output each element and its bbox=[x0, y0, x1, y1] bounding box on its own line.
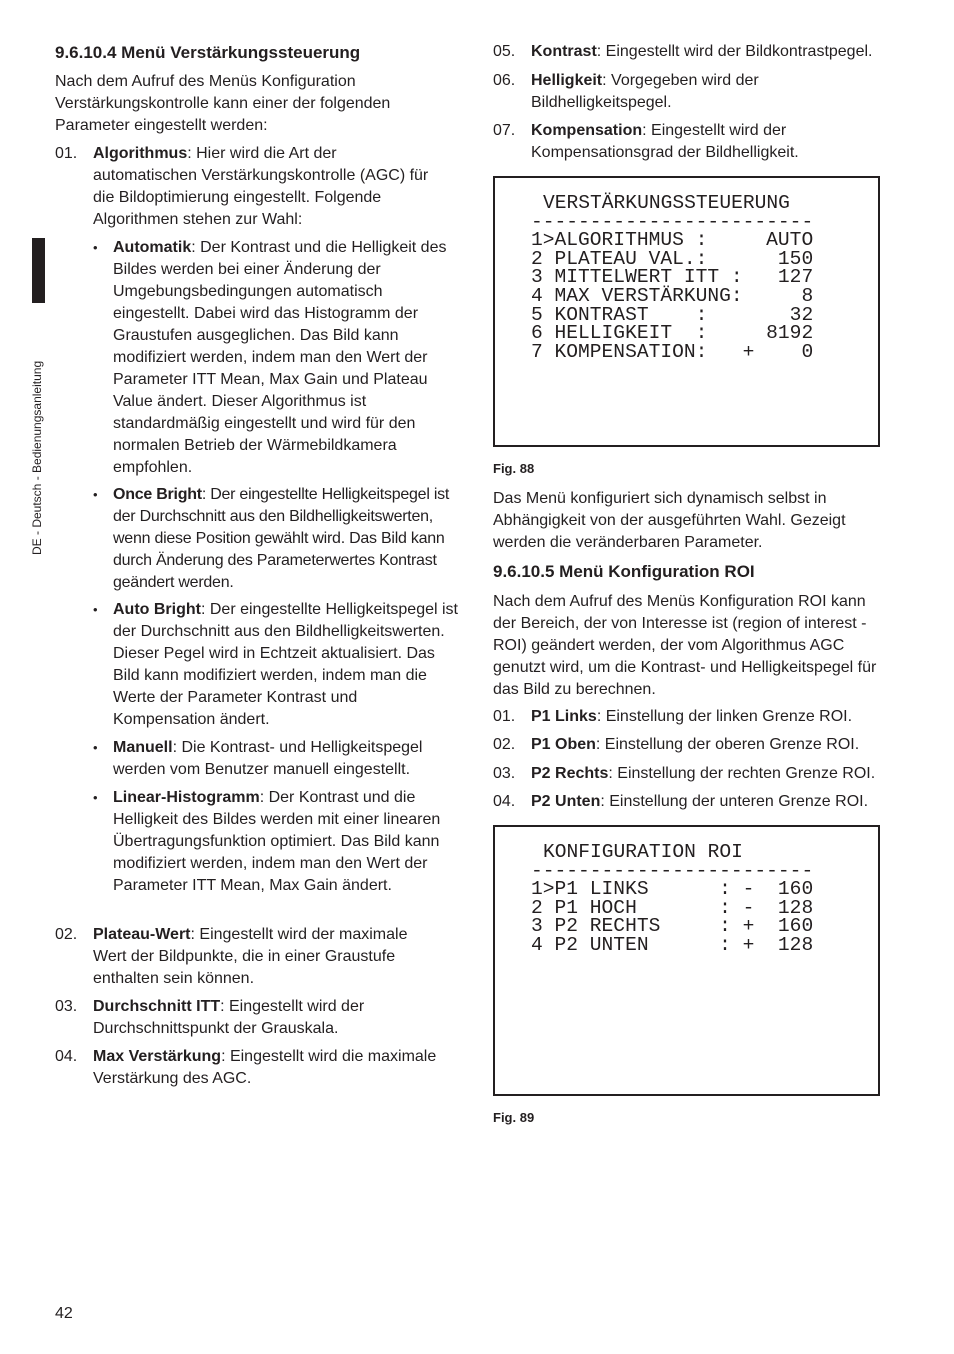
item-term: Max Verstärkung bbox=[93, 1048, 222, 1065]
figure-caption: Fig. 88 bbox=[493, 461, 535, 476]
item-term: Algorithmus bbox=[93, 145, 188, 162]
item-number: 05. bbox=[493, 43, 516, 60]
item-number: 02. bbox=[55, 926, 78, 943]
section-heading-agc: 9.6.10.4 Menü Verstärkungssteuerung bbox=[55, 43, 361, 62]
menu-row: 2 PLATEAU VAL.: 150 bbox=[531, 247, 814, 270]
item-text: : Hier wird die Art der automatischen Verstärkungskontrolle (AGC) für die Bildoptimierung eingestellt. Folgende Algorithmen stehen zur Wahl: bbox=[93, 145, 429, 228]
roi-intro-paragraph: Nach dem Aufruf des Menüs Konfiguration ROI kann der Bereich, der von Interesse ist (region of interest - ROI) geändert werden, der vom Algorithmus AGC genutzt wird, um die Kontrast- und Helligkeitspegel für das Bild zu berechnen. bbox=[493, 593, 877, 698]
item-text: : Einstellung der oberen Grenze ROI. bbox=[595, 736, 860, 753]
bullet-icon: • bbox=[93, 790, 98, 805]
item-term: Durchschnitt ITT bbox=[93, 998, 221, 1015]
bullet-text: : Der Kontrast und die Helligkeit des Bildes werden bei einer Änderung der Umgebungsbedingungen automatisch eingestellt. Dabei wird das Histogramm der Graustufen ausgeglichen. Das Bild kann modifiziert werden, indem man den Wert der Parameter ITT Mean, Max Gain und Plateau Value ändert. Dieser Algorithmus ist standardmäßig eingestellt und wird für den normalen Betrieb der Wärmebildkamera empfohlen. bbox=[113, 239, 447, 476]
menu-row: 3 P2 RECHTS : + 160 bbox=[531, 915, 814, 938]
dynamic-paragraph: Das Menü konfiguriert sich dynamisch selbst in Abhängigkeit von der ausgeführten Wahl. Gezeigt werden die veränderbaren Parameter. bbox=[493, 490, 846, 551]
item-text: : Einstellung der linken Grenze ROI. bbox=[596, 708, 853, 725]
bullet-term: Linear-Histogramm bbox=[113, 789, 260, 806]
bullet-text: : Die Kontrast- und Helligkeitspegel werden vom Benutzer manuell eingestellt. bbox=[113, 739, 423, 778]
menu-row: 7 KOMPENSATION: + 0 bbox=[531, 340, 814, 363]
bullet-text: : Der eingestellte Helligkeitspegel ist der Durchschnitt aus den Bildhelligkeitswerten, wenn diese Position gewählt wird. Das Bild kann durch Änderung des Parameterwertes Kontrast geändert werden. bbox=[113, 486, 450, 591]
item-text: : Einstellung der rechten Grenze ROI. bbox=[608, 765, 876, 782]
menu-title: KONFIGURATION ROI bbox=[543, 841, 743, 863]
item-number: 01. bbox=[55, 145, 78, 162]
item-term: P1 Links bbox=[531, 708, 597, 725]
bullet-icon: • bbox=[93, 740, 98, 755]
bullet-icon: • bbox=[93, 240, 98, 255]
bullet-term: Once Bright bbox=[113, 486, 202, 503]
page-number: 42 bbox=[55, 1305, 73, 1322]
menu-separator: ------------------------ bbox=[531, 859, 814, 882]
sidebar-label: DE - Deutsch - Bedienungsanleitung bbox=[30, 360, 44, 555]
bullet-icon: • bbox=[93, 487, 98, 502]
item-number: 03. bbox=[55, 998, 78, 1015]
item-term: P2 Rechts bbox=[531, 765, 609, 782]
figure-caption: Fig. 89 bbox=[493, 1110, 535, 1125]
item-number: 04. bbox=[55, 1048, 78, 1065]
item-number: 07. bbox=[493, 122, 516, 139]
item-text: : Vorgegeben wird der Bildhelligkeitspegel. bbox=[531, 72, 759, 111]
item-text: : Eingestellt wird der Bildkontrastpegel. bbox=[596, 43, 873, 60]
intro-paragraph: Nach dem Aufruf des Menüs Konfiguration Verstärkungskontrolle kann einer der folgenden Parameter eingestellt werden: bbox=[55, 73, 391, 134]
item-number: 06. bbox=[493, 72, 516, 89]
item-term: Helligkeit bbox=[531, 72, 603, 89]
menu-row: 3 MITTELWERT ITT : 127 bbox=[531, 266, 814, 289]
menu-row: 6 HELLIGKEIT : 8192 bbox=[531, 322, 814, 345]
menu-row: 4 MAX VERSTÄRKUNG: 8 bbox=[531, 284, 814, 307]
item-number: 03. bbox=[493, 765, 516, 782]
menu-row: 5 KONTRAST : 32 bbox=[531, 303, 814, 326]
item-term: Kontrast bbox=[531, 43, 597, 60]
osd-menu-content bbox=[531, 843, 813, 955]
bullet-text: : Der eingestellte Helligkeitspegel ist der Durchschnitt aus den Bildhelligkeitswerten. Dieser Pegel wird in Echtzeit aktualisiert. Das Bild kann modifiziert werden, indem man die Werte der Parameter Kontrast und Kompensation ändert. bbox=[113, 601, 458, 728]
item-term: P2 Unten bbox=[531, 793, 601, 810]
menu-row: 2 P1 HOCH : - 128 bbox=[531, 896, 814, 919]
bullet-term: Auto Bright bbox=[113, 601, 201, 618]
item-number: 01. bbox=[493, 708, 516, 725]
bullet-text: : Der Kontrast und die Helligkeit des Bildes werden mit einer linearen Übertragungsfunktion optimiert. Das Bild kann modifiziert werden, indem man den Wert der Parameter ITT Mean, Max Gain ändert. bbox=[113, 789, 441, 894]
section-heading-roi: 9.6.10.5 Menü Konfiguration ROI bbox=[493, 562, 755, 581]
bullet-icon: • bbox=[93, 602, 98, 617]
menu-title: VERSTÄRKUNGSSTEUERUNG bbox=[543, 192, 790, 214]
osd-menu-content bbox=[531, 194, 813, 361]
osd-menu-agc bbox=[493, 176, 880, 447]
menu-row: 1>ALGORITHMUS : AUTO bbox=[531, 229, 814, 252]
item-term: Plateau-Wert bbox=[93, 926, 191, 943]
item-number: 04. bbox=[493, 793, 516, 810]
menu-separator: ------------------------ bbox=[531, 210, 814, 233]
item-term: Kompensation bbox=[531, 122, 643, 139]
item-text: : Eingestellt wird der Durchschnittspunkt der Grauskala. bbox=[93, 998, 365, 1037]
osd-menu-roi bbox=[493, 825, 880, 1096]
item-text: : Eingestellt wird die maximale Verstärkung des AGC. bbox=[93, 1048, 437, 1087]
bullet-term: Automatik bbox=[113, 239, 192, 256]
item-text: : Einstellung der unteren Grenze ROI. bbox=[600, 793, 869, 810]
item-text: : Eingestellt wird der maximale Wert der Bildpunkte, die in einer Graustufe enthalten sein können. bbox=[93, 926, 408, 987]
item-text: : Eingestellt wird der Kompensationsgrad der Bildhelligkeit. bbox=[531, 122, 799, 161]
bullet-term: Manuell bbox=[113, 739, 173, 756]
item-number: 02. bbox=[493, 736, 516, 753]
menu-row: 4 P2 UNTEN : + 128 bbox=[531, 933, 814, 956]
item-term: P1 Oben bbox=[531, 736, 596, 753]
sidebar-marker bbox=[32, 238, 45, 303]
menu-row: 1>P1 LINKS : - 160 bbox=[531, 878, 814, 901]
